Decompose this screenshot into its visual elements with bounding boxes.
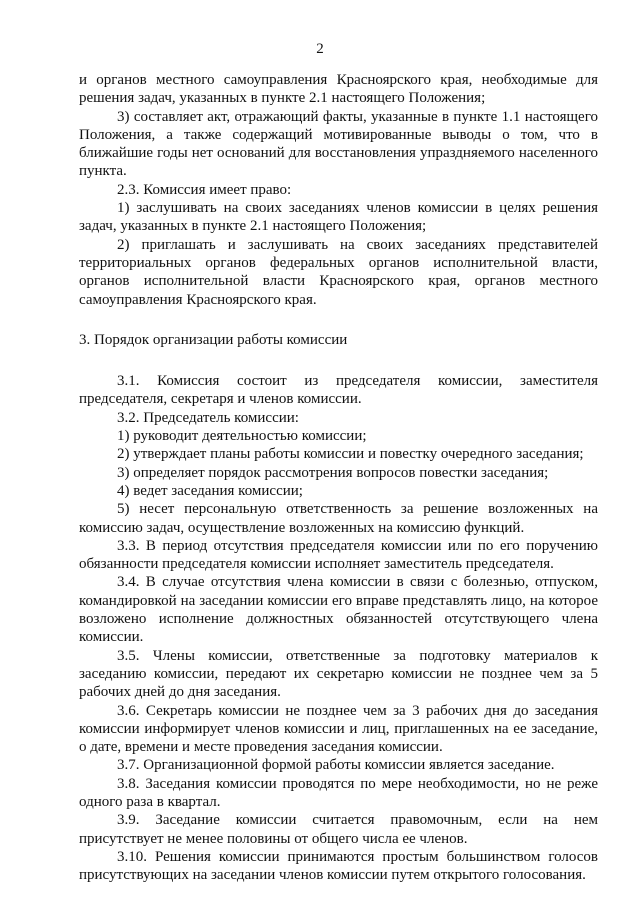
- paragraph: 3.8. Заседания комиссии проводятся по мере необходимости, но не реже одного раза в квартал.: [79, 775, 598, 810]
- paragraph: 1) руководит деятельностью комиссии;: [117, 428, 367, 445]
- paragraph: 3) составляет акт, отражающий факты, указанные в пункте 1.1 настоящего Положения, а также содержащий мотивированные выводы о том, что в ближайшие годы нет оснований для восстановления упраздняемого населенного пункта.: [79, 108, 598, 180]
- paragraph: и органов местного самоуправления Красноярского края, необходимые для решения задач, указанных в пункте 2.1 настоящего Положения;: [79, 72, 598, 107]
- section-2-continuation: [79, 71, 598, 309]
- paragraph: 3) определяет порядок рассмотрения вопросов повестки заседания;: [117, 464, 549, 481]
- paragraph: 3.9. Заседание комиссии считается правомочным, если на нем присутствует не менее половины от общего числа ее членов.: [79, 812, 598, 847]
- paragraph: 5) несет персональную ответственность за решение возложенных на комиссию задач, осуществление возложенных на комиссию функций.: [79, 501, 598, 536]
- section-heading: 3. Порядок организации работы комиссии: [79, 331, 348, 348]
- paragraph: 3.1. Комиссия состоит из председателя комиссии, заместителя председателя, секретаря и членов комиссии.: [79, 373, 598, 408]
- paragraph: 2) приглашать и заслушивать на своих заседаниях представителей территориальных органов федеральных органов исполнительной власти, органов исполнительной власти Красноярского края, органов местного самоуправления Красноярского края.: [79, 236, 598, 308]
- paragraph: 4) ведет заседания комиссии;: [117, 482, 303, 499]
- paragraph: 3.5. Члены комиссии, ответственные за подготовку материалов к заседанию комиссии, передают их секретарю комиссии не позднее чем за 5 рабочих дней до дня заседания.: [79, 647, 598, 701]
- paragraph: 3.4. В случае отсутствия члена комиссии в связи с болезнью, отпуском, командировкой на заседании комиссии его вправе представлять лицо, на которое возложено исполнение должностных обязанностей отсутствующего члена комиссии.: [79, 574, 598, 646]
- paragraph: 3.3. В период отсутствия председателя комиссии или по его поручению обязанности председателя комиссии исполняет заместитель председателя.: [79, 537, 598, 573]
- paragraph: 3.10. Решения комиссии принимаются простым большинством голосов присутствующих на заседании членов комиссии путем открытого голосования.: [79, 848, 598, 884]
- paragraph: 2) утверждает планы работы комиссии и повестку очередного заседания;: [117, 446, 584, 463]
- paragraph: 3.7. Организационной формой работы комиссии является заседание.: [117, 757, 555, 774]
- paragraph: 2.3. Комиссия имеет право:: [117, 181, 292, 198]
- page-number: 2: [316, 41, 324, 57]
- document-body: [79, 71, 598, 884]
- paragraph: 1) заслушивать на своих заседаниях членов комиссии в целях решения задач, указанных в пункте 2.1 настоящего Положения;: [79, 200, 598, 235]
- paragraph: 3.2. Председатель комиссии:: [117, 409, 299, 426]
- section-3-body: [79, 372, 598, 884]
- paragraph: 3.6. Секретарь комиссии не позднее чем за 3 рабочих дня до заседания комиссии информирует членов комиссии и лиц, приглашенных на ее заседание, о дате, времени и месте проведения заседания комиссии.: [79, 702, 598, 756]
